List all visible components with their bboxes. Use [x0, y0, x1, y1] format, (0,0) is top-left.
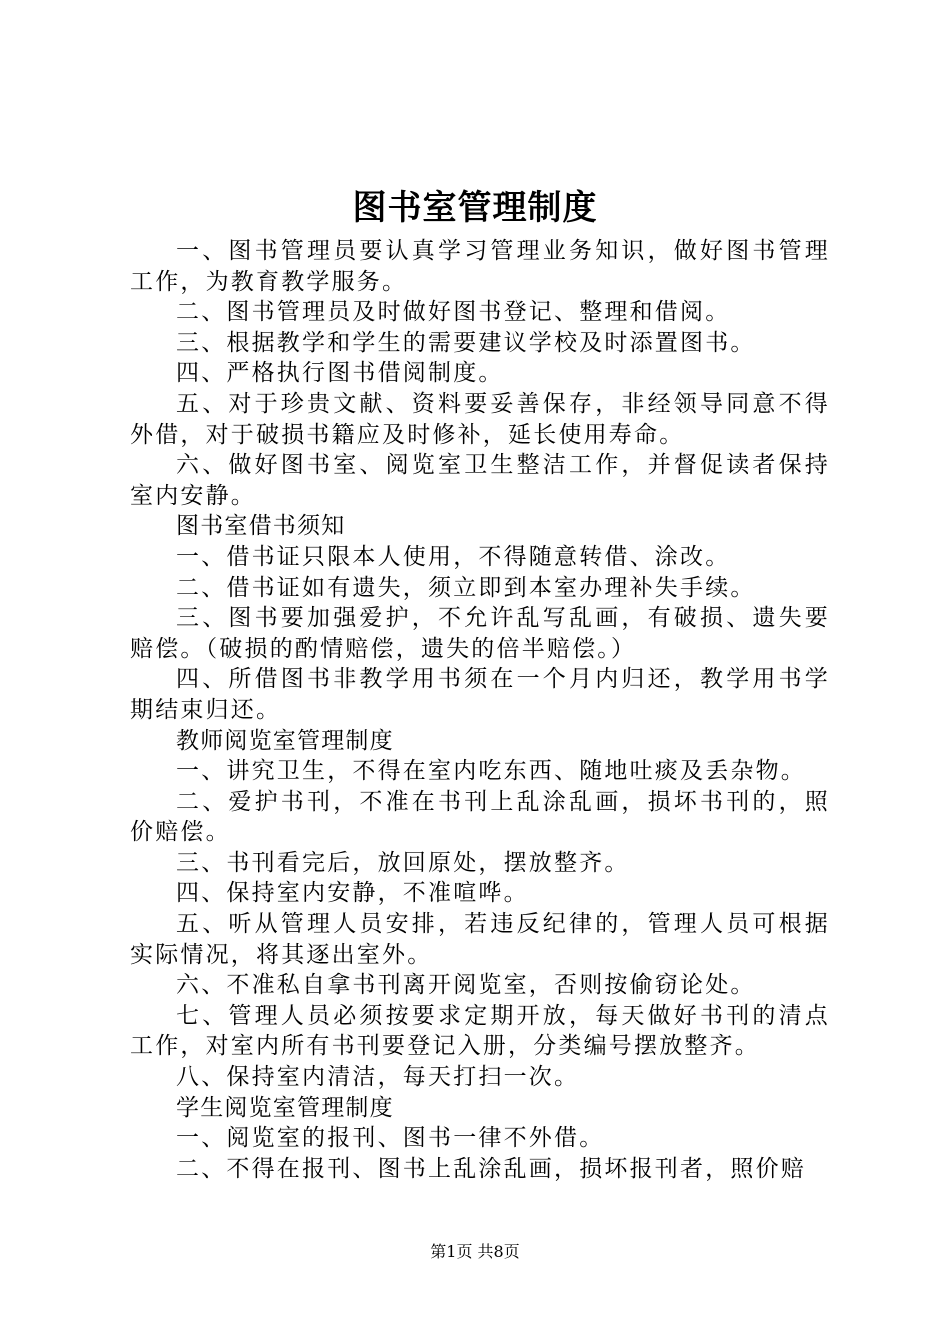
section-heading: 教师阅览室管理制度 — [176, 727, 394, 754]
paragraph: 二、借书证如有遗失，须立即到本室办理补失手续。 — [176, 574, 756, 601]
paragraph: 四、保持室内安静，不准喧哗。 — [176, 880, 529, 907]
page-number-footer: 第1页 共8页 — [430, 1242, 520, 1261]
paragraph: 一、阅览室的报刊、图书一律不外借。 — [176, 1125, 605, 1152]
paragraph: 四、严格执行图书借阅制度。 — [176, 360, 504, 387]
paragraph: 六、不准私自拿书刊离开阅览室，否则按偷窃论处。 — [176, 972, 756, 999]
paragraph: 一、讲究卫生，不得在室内吃东西、随地吐痰及丢杂物。 — [176, 758, 806, 785]
paragraph: 三、书刊看完后，放回原处，摆放整齐。 — [176, 849, 630, 876]
paragraph: 五、对于珍贵文献、资料要妥善保存，非经领导同意不得外借，对于破损书籍应及时修补，延长使用寿命。 — [130, 390, 830, 448]
paragraph: 一、借书证只限本人使用，不得随意转借、涂改。 — [176, 543, 731, 570]
paragraph: 三、图书要加强爱护，不允许乱写乱画，有破损、遗失要赔偿。（破损的酌情赔偿，遗失的倍半赔偿。） — [130, 605, 830, 662]
paragraph: 二、不得在报刊、图书上乱涂乱画，损坏报刊者，照价赔 — [176, 1155, 806, 1182]
paragraph: 五、听从管理人员安排，若违反纪律的，管理人员可根据实际情况，将其逐出室外。 — [130, 911, 830, 968]
paragraph: 二、图书管理员及时做好图书登记、整理和借阅。 — [176, 299, 731, 326]
paragraph: 六、做好图书室、阅览室卫生整洁工作，并督促读者保持室内安静。 — [130, 452, 830, 509]
paragraph: 二、爱护书刊，不准在书刊上乱涂乱画，损坏书刊的，照价赔偿。 — [130, 788, 830, 846]
section-heading: 图书室借书须知 — [176, 513, 346, 540]
section-heading: 学生阅览室管理制度 — [176, 1094, 394, 1121]
paragraph: 七、管理人员必须按要求定期开放，每天做好书刊的清点工作，对室内所有书刊要登记入册，分类编号摆放整齐。 — [130, 1002, 830, 1060]
paragraph: 一、图书管理员要认真学习管理业务知识，做好图书管理工作，为教育教学服务。 — [130, 238, 830, 295]
document-title: 图书室管理制度 — [352, 188, 598, 228]
paragraph: 四、所借图书非教学用书须在一个月内归还，教学用书学期结束归还。 — [130, 666, 830, 723]
paragraph: 三、根据教学和学生的需要建议学校及时添置图书。 — [176, 329, 756, 356]
paragraph: 八、保持室内清洁，每天打扫一次。 — [176, 1064, 580, 1091]
document-body — [130, 236, 830, 1184]
